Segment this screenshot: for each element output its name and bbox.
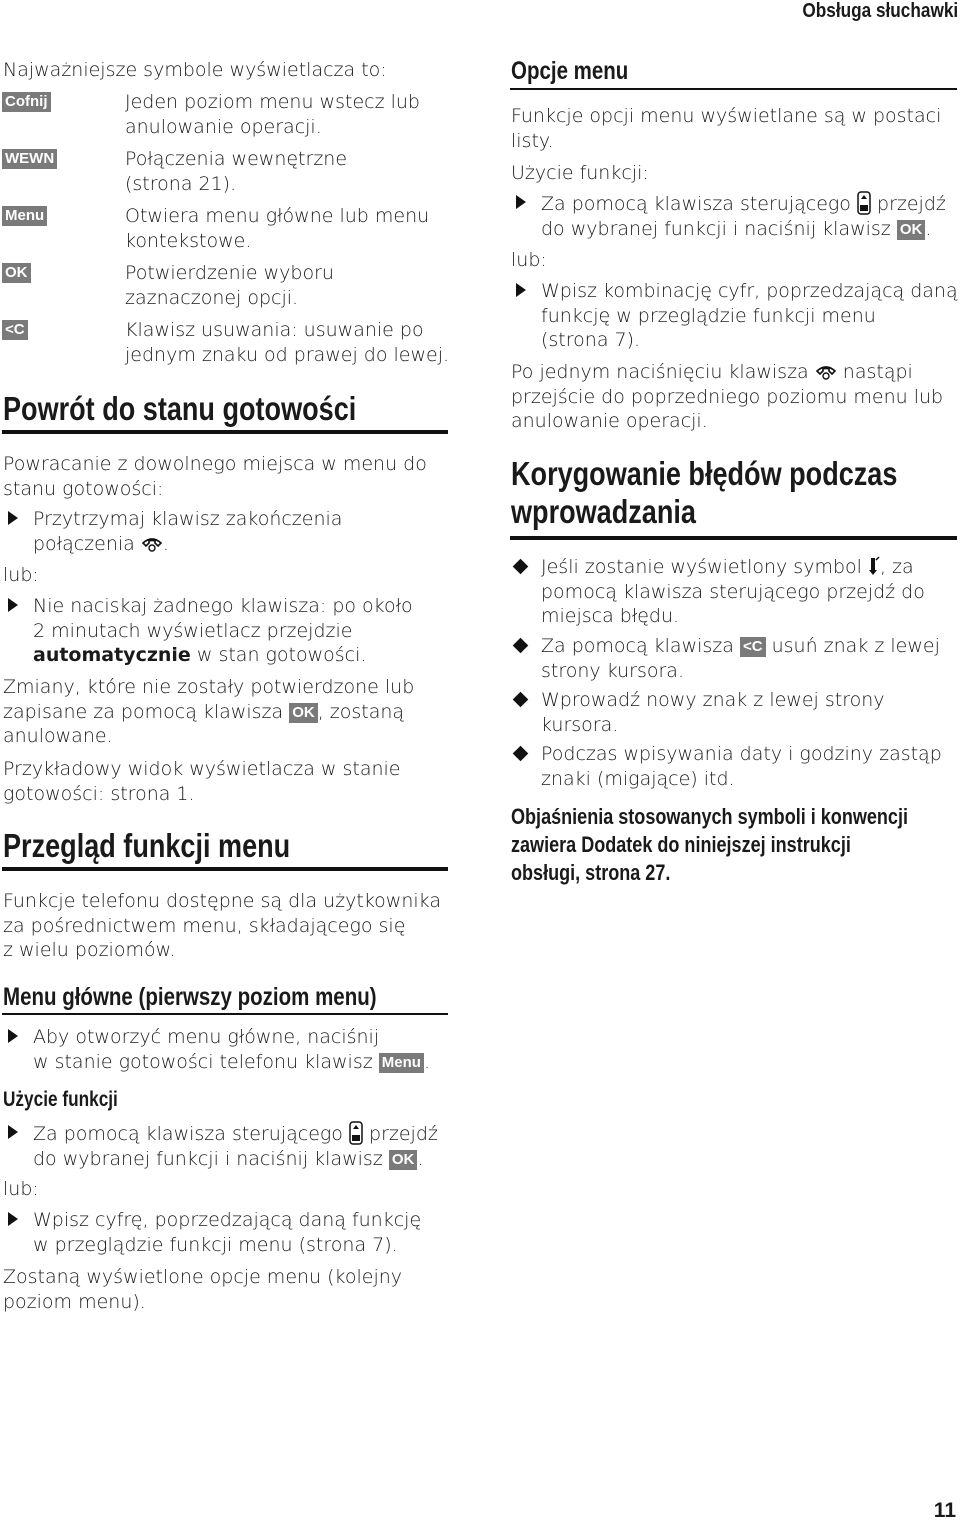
bullet-diamond-icon <box>513 638 529 654</box>
page-number: 11 <box>933 1499 956 1522</box>
symbol-key-back: Cofnij <box>2 92 51 112</box>
or-label: lub: <box>3 564 39 586</box>
step-arrow-icon <box>516 195 526 209</box>
heading-menu-glowne: Menu główne (pierwszy poziom menu) <box>3 983 377 1011</box>
przeglad-text: Funkcje telefonu dostępne są dla użytkownika za pośrednictwem menu, składającego się z wielu poziomów. <box>3 890 441 961</box>
symbol-desc-menu: Otwiera menu główne lub menu kontekstowe. <box>125 205 430 252</box>
step-arrow-icon <box>8 1212 18 1226</box>
or-label: lub: <box>3 1178 39 1200</box>
korygowanie-bullet-3: Wprowadź nowy znak z lewej strony kursora. <box>541 689 885 736</box>
heading-rule <box>2 430 448 434</box>
powrot-note-2: Przykładowy widok wyświetlacza w stanie gotowości: strona 1. <box>3 758 401 805</box>
end-call-icon <box>815 363 837 381</box>
symbol-desc-delete: Klawisz usuwania: usuwanie po jednym znaku od prawej do lewej. <box>125 319 450 366</box>
korygowanie-bullet-1: Jeśli zostanie wyświetlony symbol , za pomocą klawisza sterującego przejdź do miejsca błędu. <box>541 556 925 627</box>
opcje-step-1: Za pomocą klawisza sterującego przejdź do wybranej funkcji i naciśnij klawisz OK . <box>541 193 946 240</box>
opcje-step-2: Wpisz kombinację cyfr, poprzedzającą daną funkcję w przeglądzie funkcji menu (strona 7). <box>541 280 958 351</box>
heading-rule <box>2 867 448 871</box>
menu-glowne-use-2: Wpisz cyfrę, poprzedzającą daną funkcję w przeglądzie funkcji menu (strona 7). <box>33 1209 422 1256</box>
symbol-desc-back: Jeden poziom menu wstecz lub anulowanie operacji. <box>125 91 420 138</box>
heading-przeglad: Przegląd funkcji menu <box>3 827 291 864</box>
heading-powrot: Powrót do stanu gotowości <box>3 390 357 427</box>
korygowanie-bullet-4: Podczas wpisywania daty i godziny zastąp znaki (migające) itd. <box>541 743 942 790</box>
step-arrow-icon <box>516 283 526 297</box>
menu-glowne-result: Zostaną wyświetlone opcje menu (kolejny poziom menu). <box>3 1266 403 1313</box>
step-arrow-icon <box>8 511 18 525</box>
heading-rule <box>510 536 957 540</box>
bullet-diamond-icon <box>513 559 529 575</box>
powrot-step-2: Nie naciskaj żadnego klawisza: po około 2 minutach wyświetlacz przejdzie automatycznie w stan gotowości. <box>33 595 413 666</box>
nav-key-icon <box>349 1121 363 1145</box>
step-arrow-icon <box>8 598 18 612</box>
subheading-rule <box>510 88 957 90</box>
nav-key-icon <box>857 191 871 215</box>
bullet-diamond-icon <box>513 746 529 762</box>
opcje-back-note: Po jednym naciśnięciu klawisza nastąpi przejście do poprzedniego poziomu menu lub anulowanie operacji. <box>511 361 944 432</box>
step-arrow-icon <box>8 1029 18 1043</box>
ok-key: OK <box>897 220 926 240</box>
symbol-key-intercom: WEWN <box>2 149 57 169</box>
menu-glowne-use-1: Za pomocą klawisza sterującego przejdź do wybranej funkcji i naciśnij klawisz OK . <box>33 1123 438 1170</box>
step-arrow-icon <box>8 1125 18 1139</box>
symbol-desc-intercom: Połączenia wewnętrzne (strona 21). <box>125 148 348 195</box>
powrot-intro: Powracanie z dowolnego miejsca w menu do stanu gotowości: <box>3 453 427 500</box>
powrot-step-1: Przytrzymaj klawisz zakończenia połączenia . <box>33 508 343 555</box>
symbol-desc-ok: Potwierdzenie wyboru zaznaczonej opcji. <box>125 262 334 309</box>
ok-key: OK <box>289 703 318 723</box>
symbol-key-delete: <C <box>2 320 28 340</box>
subheading-rule <box>2 1013 448 1015</box>
opcje-use: Użycie funkcji: <box>511 162 649 184</box>
heading-opcje: Opcje menu <box>511 57 629 85</box>
delete-key: <C <box>740 637 766 657</box>
menu-glowne-step: Aby otworzyć menu główne, naciśnij w stanie gotowości telefonu klawisz Menu . <box>33 1026 430 1073</box>
or-label: lub: <box>511 249 547 271</box>
opcje-text: Funkcje opcji menu wyświetlane są w postaci listy. <box>511 105 942 152</box>
symbol-key-ok: OK <box>2 263 31 283</box>
symbols-intro: Najważniejsze symbole wyświetlacza to: <box>3 59 387 81</box>
symbol-key-menu: Menu <box>2 206 47 226</box>
appendix-note: Objaśnienia stosowanych symboli i konwencji zawiera Dodatek do niniejszej instrukcji obsługi, strona 27. <box>511 804 908 885</box>
menu-key: Menu <box>379 1053 424 1073</box>
powrot-note-1: Zmiany, które nie zostały potwierdzone lub zapisane za pomocą klawisza OK , zostaną anulowane. <box>3 676 415 747</box>
ok-key: OK <box>389 1150 418 1170</box>
heading-uzycie-funkcji: Użycie funkcji <box>3 1088 118 1111</box>
cursor-arrow-icon <box>868 556 880 576</box>
korygowanie-bullet-2: Za pomocą klawisza <C usuń znak z lewej strony kursora. <box>541 635 940 682</box>
heading-korygowanie: Korygowanie błędów podczas wprowadzania <box>511 455 898 530</box>
bullet-diamond-icon <box>513 692 529 708</box>
page-header-title: Obsługa słuchawki <box>802 0 958 22</box>
end-call-icon <box>141 535 163 553</box>
